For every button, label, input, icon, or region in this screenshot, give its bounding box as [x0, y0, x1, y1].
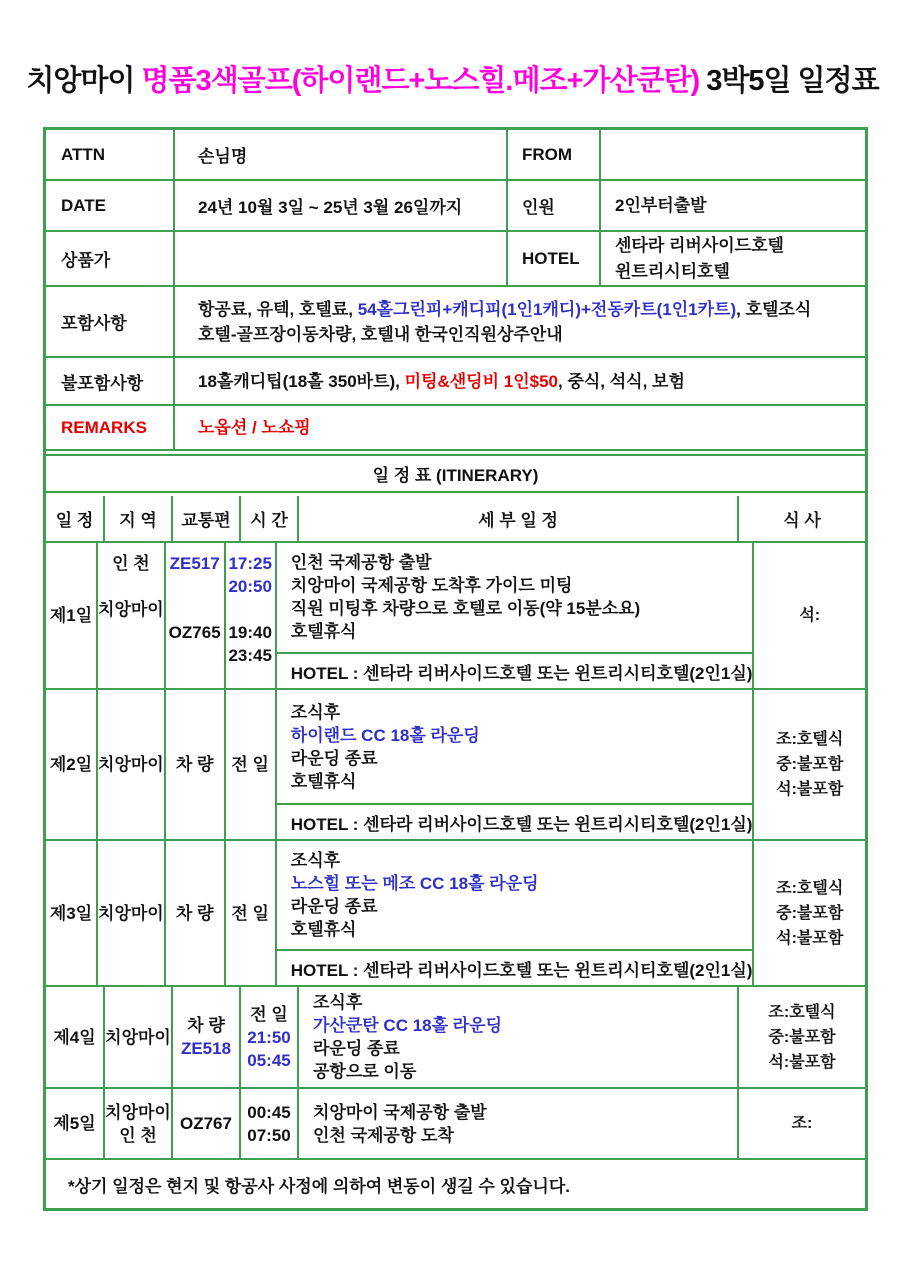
hotel-line: HOTEL : 센타라 리버사이드호텔 또는 윈트리시티호텔(2인1실): [277, 803, 753, 839]
time-label: 21:50: [247, 1027, 291, 1047]
time-cell: [226, 841, 277, 985]
transport-label: OZ767: [180, 1114, 232, 1133]
itinerary-day-row: [46, 987, 865, 1089]
itinerary-day-row: [46, 690, 865, 841]
day-label: 제3일: [49, 903, 93, 923]
detail-cell: [299, 987, 739, 1087]
region-label: 인 천: [112, 554, 150, 573]
title-part-duration: 3박5일 일정표: [699, 65, 879, 97]
meal-label: 조:호텔식: [768, 1003, 836, 1021]
hotel-line: HOTEL : 센타라 리버사이드호텔 또는 윈트리시티호텔(2인1실): [277, 949, 753, 985]
transport-cell: [173, 1089, 241, 1158]
region-label: 치앙마이: [105, 1027, 171, 1047]
detail-line: 조식후: [290, 851, 341, 870]
detail-line: 라운딩 종료: [290, 748, 378, 768]
remarks-value: 노옵션 / 노쇼핑: [198, 418, 311, 437]
info-row-price-hotel: [46, 232, 865, 287]
time-cell: [241, 1089, 299, 1158]
info-row-excluded: [46, 358, 865, 406]
meal-label: 석:불포함: [776, 781, 844, 798]
date-value: 24년 10월 3일 ~ 25년 3월 26일까지: [175, 181, 508, 230]
detail-main: [277, 690, 753, 803]
transport-cell: [173, 987, 241, 1087]
itinerary-header-row: [46, 496, 865, 543]
hotel-label: HOTEL: [508, 232, 601, 285]
detail-line: 노스힐 또는 메조 CC 18홀 라운딩: [290, 874, 539, 893]
meal-label: 조:: [791, 1115, 813, 1132]
meal-label: 중:불포함: [776, 756, 844, 773]
detail-line: 호텔휴식: [290, 622, 357, 641]
detail-line: 호텔휴식: [290, 920, 357, 939]
transport-cell: [166, 841, 226, 985]
detail-line: 라운딩 종료: [290, 897, 378, 916]
excluded-line: 18홀캐디팁(18홀 350바트), 미팅&샌딩비 1인$50, 중식, 석식, 보험: [198, 371, 685, 391]
detail-line: 치앙마이 국제공항 출발: [313, 1102, 487, 1122]
time-label: 07:50: [247, 1125, 291, 1145]
transport-label: 차 량: [175, 755, 214, 774]
header-day: 일 정: [46, 496, 105, 541]
time-label: 17:25: [228, 554, 272, 573]
day-cell: [46, 1089, 105, 1158]
detail-main: [299, 1089, 737, 1158]
date-label: DATE: [46, 181, 175, 230]
day-cell: [46, 841, 98, 985]
time-label: 전 일: [250, 1004, 288, 1024]
time-label: 23:45: [228, 646, 272, 665]
meal-label: 중:불포함: [768, 1028, 836, 1046]
region-label: 치앙마이: [105, 1102, 171, 1122]
region-label: 치앙마이: [98, 903, 164, 923]
included-blue-text: 54홀그린피+캐디피(1인1캐디)+전동카트(1인1카트): [357, 299, 737, 319]
meal-label: 석:불포함: [768, 1053, 836, 1071]
info-row-remarks: [46, 406, 865, 451]
attn-label: ATTN: [46, 130, 175, 179]
remarks-label: REMARKS: [46, 406, 175, 449]
footnote: *상기 일정은 현지 및 항공사 사정에 의하여 변동이 생길 수 있습니다.: [68, 1176, 570, 1196]
meal-cell: [739, 987, 865, 1087]
transport-cell: [166, 543, 226, 688]
detail-main: [277, 841, 753, 949]
detail-line: 공항으로 이동: [313, 1062, 417, 1081]
day-label: 제4일: [53, 1027, 96, 1047]
meal-cell: [739, 1089, 865, 1158]
region-cell: [98, 690, 166, 839]
page-title: [0, 58, 905, 99]
meal-label: 석:불포함: [776, 929, 844, 947]
meal-label: 중:불포함: [776, 904, 844, 922]
excluded-red-text: 미팅&샌딩비 1인$50: [404, 371, 558, 391]
time-label: 05:45: [247, 1050, 291, 1070]
time-label: 20:50: [228, 577, 272, 596]
included-label: 포함사항: [46, 287, 175, 356]
hotel-line: HOTEL : 센타라 리버사이드호텔 또는 윈트리시티호텔(2인1실): [277, 652, 753, 688]
detail-line: 조식후: [290, 702, 341, 722]
region-label: 치앙마이: [98, 755, 164, 774]
header-time: 시 간: [241, 496, 299, 541]
hotel-value: [601, 232, 865, 285]
time-label: 19:40: [228, 623, 272, 642]
meal-label: 조:호텔식: [776, 731, 844, 748]
header-transport: 교통편: [173, 496, 241, 541]
itinerary-band-title: 일 정 표 (ITINERARY): [46, 454, 865, 493]
excluded-value: [175, 358, 865, 404]
header-detail: 세 부 일 정: [299, 496, 739, 541]
time-cell: [226, 690, 277, 839]
meal-cell: [754, 543, 865, 688]
day-label: 제1일: [49, 606, 93, 625]
detail-line: 하이랜드 CC 18홀 라운딩: [290, 725, 480, 745]
pax-label: 인원: [508, 181, 601, 230]
time-cell: [226, 543, 277, 688]
detail-main: [277, 543, 753, 652]
header-meal: 식 사: [783, 511, 821, 530]
info-row-attn: [46, 130, 865, 181]
attn-value: 손님명: [175, 130, 508, 179]
from-label: FROM: [508, 130, 601, 179]
day-cell: [46, 987, 105, 1087]
transport-label: ZE518: [180, 1039, 232, 1058]
detail-line: 조식후: [313, 993, 363, 1012]
info-row-included: [46, 287, 865, 358]
title-part-destination: 치앙마이: [26, 65, 142, 97]
detail-line: 인천 국제공항 출발: [290, 553, 432, 572]
detail-line: 호텔휴식: [290, 771, 357, 791]
hotel-value-line2: 윈트리시티호텔: [615, 261, 730, 281]
detail-cell: [277, 543, 755, 688]
region-cell: [105, 987, 173, 1087]
header-region: 지 역: [105, 496, 173, 541]
detail-cell: [299, 1089, 739, 1158]
region-cell: [105, 1089, 173, 1158]
itinerary-day-row: [46, 841, 865, 987]
region-label: 치앙마이: [98, 600, 164, 619]
hotel-value-line1: 센타라 리버사이드호텔: [615, 235, 784, 255]
transport-label: 차 량: [187, 1016, 225, 1035]
time-label: 00:45: [247, 1102, 291, 1122]
meal-label: 석:: [799, 607, 821, 624]
detail-line: 직원 미팅후 차량으로 호텔로 이동(약 15분소요): [290, 599, 641, 618]
detail-line: 가산쿤탄 CC 18홀 라운딩: [313, 1016, 503, 1035]
meal-label: 조:호텔식: [776, 879, 844, 897]
transport-label: ZE517: [169, 554, 220, 573]
day-cell: [46, 690, 98, 839]
excluded-label: 불포함사항: [46, 358, 175, 404]
transport-label: OZ765: [168, 623, 221, 642]
detail-main: [299, 987, 737, 1087]
title-part-product: 명품3색골프(하이랜드+노스힐.메조+가산쿤탄): [141, 65, 700, 97]
info-row-date: [46, 181, 865, 232]
day-cell: [46, 543, 98, 688]
included-line1: 항공료, 유텍, 호텔료, 54홀그린피+캐디피(1인1캐디)+전동카트(1인1카트), 호텔조식: [198, 299, 812, 319]
detail-line: 라운딩 종료: [313, 1039, 400, 1058]
meal-cell: [754, 841, 865, 985]
detail-line: 인천 국제공항 도착: [313, 1125, 454, 1145]
price-value: [175, 232, 508, 285]
itinerary-day-row: [46, 543, 865, 690]
time-cell: [241, 987, 299, 1087]
transport-label: 차 량: [175, 903, 214, 923]
region-cell: [98, 543, 166, 688]
region-cell: [98, 841, 166, 985]
time-label: 전 일: [231, 903, 269, 923]
itinerary-document-table: [43, 127, 868, 1211]
itinerary-day-row: [46, 1089, 865, 1160]
transport-cell: [166, 690, 226, 839]
detail-cell: [277, 690, 755, 839]
pax-value: 2인부터출발: [615, 195, 707, 215]
region-label: 인 천: [119, 1125, 157, 1145]
day-label: 제5일: [53, 1114, 96, 1133]
included-value: [175, 287, 865, 356]
time-label: 전 일: [231, 755, 269, 774]
included-line2: 호텔-골프장이동차량, 호텔내 한국인직원상주안내: [198, 324, 563, 344]
price-label: 상품가: [46, 232, 175, 285]
day-label: 제2일: [49, 755, 93, 774]
meal-cell: [754, 690, 865, 839]
detail-line: 치앙마이 국제공항 도착후 가이드 미팅: [290, 576, 573, 595]
detail-cell: [277, 841, 755, 985]
